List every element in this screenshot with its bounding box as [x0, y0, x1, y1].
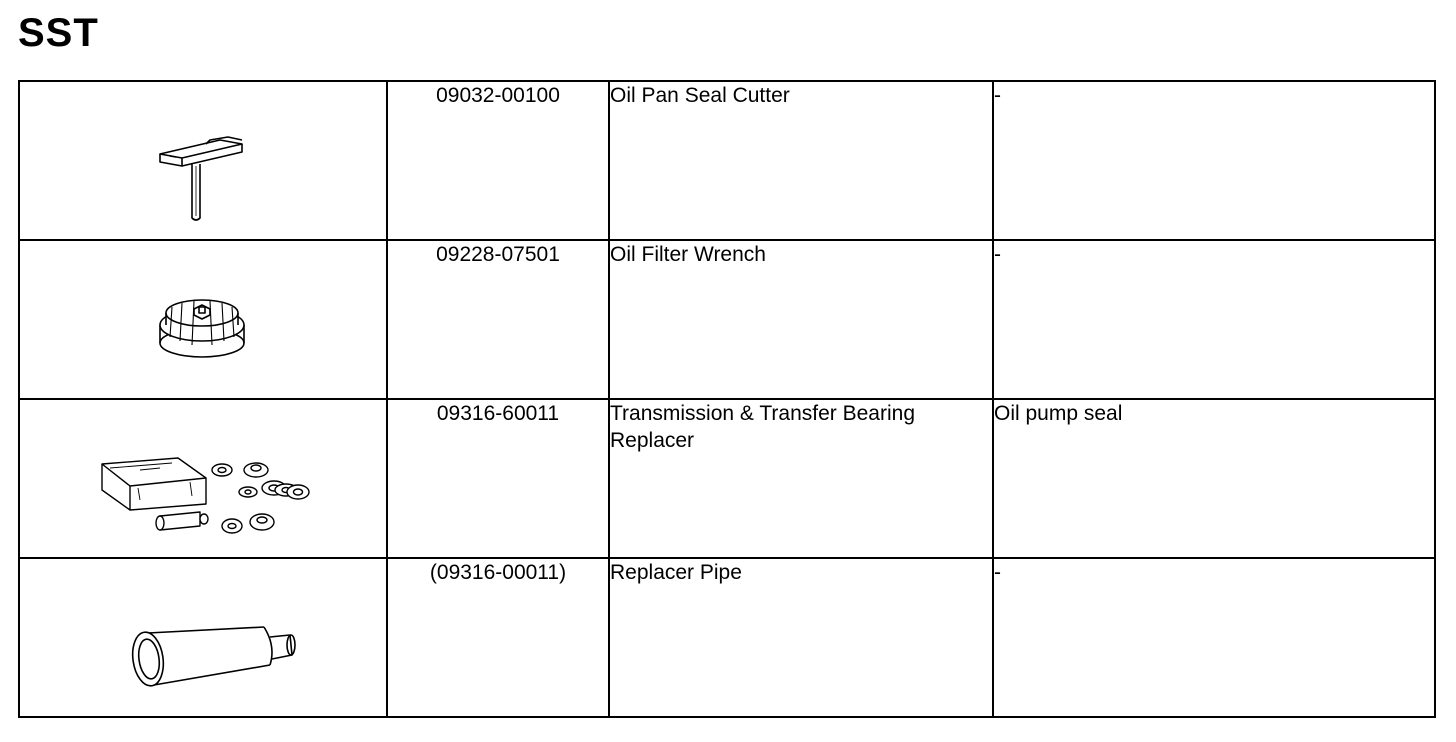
oil-filter-wrench-icon [20, 241, 388, 398]
table-row [19, 81, 1435, 240]
sst-table [18, 80, 1436, 718]
table-row [19, 399, 1435, 558]
replacer-pipe-icon [20, 559, 388, 716]
part-number: (09316-00011) [387, 558, 609, 717]
tool-image-cell [19, 81, 387, 240]
tool-name: Transmission & Transfer Bearing Replacer [609, 399, 993, 558]
table-row [19, 240, 1435, 399]
oil-pan-seal-cutter-icon [20, 82, 388, 239]
tool-image-cell [19, 558, 387, 717]
tool-image-cell [19, 240, 387, 399]
part-number: 09316-60011 [387, 399, 609, 558]
page-title: SST [18, 11, 99, 55]
tool-note: - [993, 558, 1435, 717]
part-number: 09032-00100 [387, 81, 609, 240]
tool-name: Oil Pan Seal Cutter [609, 81, 993, 240]
tool-name: Replacer Pipe [609, 558, 993, 717]
part-number: 09228-07501 [387, 240, 609, 399]
tool-image-cell [19, 399, 387, 558]
tool-note: - [993, 240, 1435, 399]
tool-name: Oil Filter Wrench [609, 240, 993, 399]
table-row [19, 558, 1435, 717]
tool-note: Oil pump seal [993, 399, 1435, 558]
tool-note: - [993, 81, 1435, 240]
bearing-replacer-set-icon [20, 400, 388, 557]
